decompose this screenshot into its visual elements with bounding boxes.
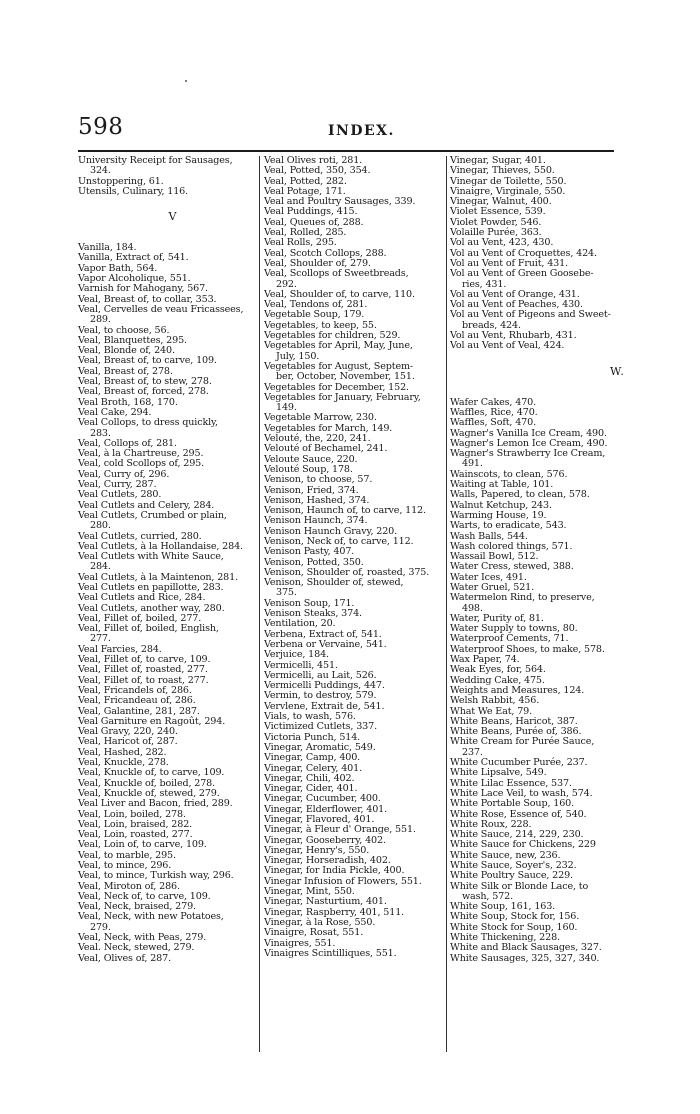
index-entry [450, 449, 622, 470]
entry-line: Violet Powder, 546. [450, 216, 542, 228]
entry-line: Vinegar, Nasturtium, 401. [264, 896, 387, 908]
entry-line: Veal, to choose, 56. [78, 324, 170, 336]
section-letter: W. [610, 364, 625, 378]
entry-line: University Receipt for Sausages, [78, 155, 233, 166]
entry-line: Verbena, Extract of, 541. [264, 628, 382, 640]
index-entry [450, 593, 622, 614]
entry-line: Veal Cutlets, curried, 280. [78, 530, 202, 542]
entry-line: Veal Cutlets, 280. [78, 489, 162, 501]
entry-line: Wafer Cakes, 470. [450, 396, 536, 408]
entry-line: Veal, Neck, with Peas, 279. [78, 932, 207, 944]
entry-line: Vegetables for January, February, [264, 391, 421, 403]
entry-line: Veal, Neck, with new Potatoes, [78, 911, 224, 923]
entry-line: Wash Balls, 544. [450, 530, 528, 542]
entry-line: Vinegar Infusion of Flowers, 551. [264, 875, 422, 887]
index-entry [78, 418, 254, 439]
entry-line: Wedding Cake, 475. [450, 674, 545, 686]
entry-line: Venison, Hashed, 374. [264, 494, 370, 506]
index-entry [78, 305, 254, 326]
entry-line: Venison Soup, 171. [264, 597, 355, 609]
entry-line: Veal, Loin, boiled, 278. [78, 808, 186, 820]
entry-line: Veal Farcies, 284. [78, 643, 162, 655]
entry-line: Waffles, Soft, 470. [450, 417, 536, 429]
entry-line: Veal, Scollops of Sweetbreads, [264, 268, 409, 280]
entry-line: Utensils, Culinary, 116. [78, 185, 189, 197]
entry-line: Vegetables for April, May, June, [264, 340, 413, 352]
entry-line: White Portable Soup, 160. [450, 798, 575, 810]
entry-continuation: 289. [90, 314, 111, 326]
entry-line: White Sauce, 214, 229, 230. [450, 829, 584, 841]
entry-line: Veal. Neck, stewed, 279. [78, 942, 195, 954]
entry-line: Veal Olives roti, 281. [264, 155, 363, 166]
entry-line: Veal, à la Chartreuse, 295. [78, 448, 204, 460]
entry-line: Vinegar, Camp, 400. [264, 752, 361, 764]
entry-line: Vegetable Marrow, 230. [264, 412, 377, 424]
entry-continuation: 375. [276, 587, 297, 599]
entry-line: Veal Cake, 294. [78, 406, 152, 418]
entry-line: Wassail Bowl, 512. [450, 551, 539, 563]
entry-line: Veal, Neck, braised, 279. [78, 901, 196, 913]
entry-line: Veal, Curry of, 296. [78, 468, 170, 480]
entry-line: Venison, to choose, 57. [264, 474, 373, 486]
entry-line: Venison, Fried, 374. [264, 484, 359, 496]
entry-line: Walls, Papered, to clean, 578. [450, 489, 590, 501]
entry-line: Veal, Haricot of, 287. [78, 736, 178, 748]
index-column-2 [264, 156, 442, 959]
index-entry [264, 269, 442, 290]
entry-continuation: 277. [90, 633, 111, 645]
entry-line: Vinegar, Horseradish, 402. [264, 855, 391, 867]
index-entry [78, 156, 254, 177]
entry-line: White Beans, Haricot, 387. [450, 715, 578, 727]
entry-line: Vinegar, Walnut, 400. [450, 196, 552, 208]
entry-line: Vinegar, Chili, 402. [264, 772, 355, 784]
entry-line: Water Supply to towns, 80. [450, 623, 578, 635]
entry-continuation: ries, 431. [462, 278, 507, 290]
entry-line: Verbena or Vervaine, 541. [264, 638, 387, 650]
entry-line: Vinegar, Sugar, 401. [450, 155, 546, 166]
entry-line: Varnish for Mahogany, 567. [78, 283, 208, 295]
entry-line: Veal Cutlets, à la Hollandaise, 284. [78, 540, 243, 552]
entry-line: White Soup, Stock for, 156. [450, 911, 580, 923]
entry-line: What We Eat, 79. [450, 705, 533, 717]
entry-line: Venison, Neck of, to carve, 112. [264, 535, 414, 547]
entry-continuation: 284. [90, 561, 111, 573]
entry-line: Veal, Fillet of, boiled, English, [78, 623, 219, 635]
entry-line: Water Ices, 491. [450, 571, 527, 583]
entry-line: Venison, Potted, 350. [264, 556, 364, 568]
entry-line: Vegetables for August, Septem- [264, 360, 414, 372]
entry-line: Veal, Loin, braised, 282. [78, 818, 193, 830]
entry-line: Vinegar, Mint, 550. [264, 886, 355, 898]
entry-line: Wash colored things, 571. [450, 540, 573, 552]
page-number: 598 [78, 114, 124, 140]
entry-line: Venison Haunch, 374. [264, 515, 368, 527]
index-entry [78, 187, 254, 197]
entry-continuation: breads, 424. [462, 319, 521, 331]
entry-line: White Sauce, new, 236. [450, 849, 561, 861]
entry-line: Veal Rolls, 295. [264, 237, 337, 249]
entry-line: Wagner's Vanilla Ice Cream, 490. [450, 427, 607, 439]
entry-continuation: 149. [276, 402, 297, 414]
entry-line: Vanilla, 184. [78, 242, 137, 254]
entry-line: Veal, to mince, Turkish way, 296. [78, 870, 234, 882]
entry-line: Veal, Galantine, 281, 287. [78, 705, 200, 717]
entry-line: White Roux, 228. [450, 818, 532, 830]
entry-line: Veal, Breast of, to stew, 278. [78, 376, 212, 388]
entry-line: Veal, Knuckle of, stewed, 279. [78, 787, 220, 799]
entry-line: Veal, Queues of, 288. [264, 216, 364, 228]
entry-line: Vinaigres, 551. [264, 937, 336, 949]
entry-line: Veal, Shoulder of, 279. [264, 257, 371, 269]
header-rule [78, 150, 614, 152]
index-entry [78, 954, 254, 964]
entry-line: Vinegar, Gooseberry, 402. [264, 834, 386, 846]
entry-line: Vol au Vent of Pigeons and Sweet- [450, 309, 611, 321]
entry-line: White and Black Sausages, 327. [450, 942, 602, 954]
entry-line: Veal Gravy, 220, 240. [78, 726, 178, 738]
entry-line: Veal, Knuckle of, boiled, 278. [78, 777, 216, 789]
entry-line: Vinaigre, Rosat, 551. [264, 927, 364, 939]
entry-line: Welsh Rabbit, 456. [450, 695, 540, 707]
entry-line: Veal, Breast of, forced, 278. [78, 386, 209, 398]
entry-line: White Sauce, Soyer's, 232. [450, 860, 577, 871]
entry-continuation: 237. [462, 746, 483, 758]
entry-continuation: 324. [90, 165, 111, 177]
entry-line: Vinegar, Cider, 401. [264, 783, 358, 795]
index-entry [78, 624, 254, 645]
index-entry [450, 882, 622, 903]
entry-line: Vermicelli, 451. [264, 659, 338, 671]
entry-line: Veal, Miroton of, 286. [78, 880, 180, 892]
entry-line: Veal Cutlets with White Sauce, [78, 551, 224, 563]
entry-line: White Beans, Purée of, 386. [450, 726, 582, 738]
ink-speck [185, 80, 187, 82]
entry-line: Veal, cold Scollops of, 295. [78, 458, 205, 470]
entry-line: Veal, Fricandeau of, 286. [78, 695, 196, 707]
entry-line: Veal Potage, 171. [264, 185, 346, 197]
entry-line: Watermelon Rind, to preserve, [450, 592, 595, 604]
entry-continuation: 283. [90, 427, 111, 439]
entry-continuation: 280. [90, 520, 111, 532]
entry-line: Vinegar, Celery, 401. [264, 762, 362, 774]
entry-line: Vol au Vent of Veal, 424. [450, 340, 565, 352]
entry-line: Vermicelli, au Lait, 526. [264, 669, 377, 681]
entry-line: Veal, Rolled, 285. [264, 227, 347, 239]
entry-line: Veal, Fillet of, roasted, 277. [78, 664, 208, 676]
entry-continuation: wash, 572. [462, 890, 513, 902]
entry-line: Verjuice, 184. [264, 649, 329, 661]
entry-line: Volaille Purée, 363. [450, 227, 542, 239]
running-head: INDEX. [328, 123, 395, 139]
entry-line: Victoria Punch, 514. [264, 731, 361, 743]
entry-line: Venison Pasty, 407. [264, 546, 355, 558]
entry-line: Unstoppering, 61. [78, 175, 164, 187]
entry-line: Vermin, to destroy, 579. [264, 690, 377, 702]
column-divider-2 [446, 156, 447, 1052]
entry-line: Vegetables for December, 152. [264, 381, 409, 393]
entry-line: Walnut Ketchup, 243. [450, 499, 552, 511]
entry-line: Vapor Bath, 564. [78, 262, 158, 274]
entry-line: Veal Cutlets, à la Maintenon, 281. [78, 571, 238, 583]
index-entry [78, 511, 254, 532]
entry-line: White Lilac Essence, 537. [450, 777, 572, 789]
entry-line: Vegetable Soup, 179. [264, 309, 365, 321]
entry-line: White Sausages, 325, 327, 340. [450, 952, 600, 964]
entry-continuation: 498. [462, 602, 483, 614]
entry-line: Veal, Loin, roasted, 277. [78, 829, 193, 841]
entry-line: Vinegar, Flavored, 401. [264, 814, 375, 825]
entry-line: Vol au Vent of Croquettes, 424. [450, 247, 597, 259]
entry-line: Vinegar, Elderflower, 401. [264, 803, 388, 815]
entry-line: Vinegar, Raspberry, 401, 511. [264, 906, 405, 918]
entry-line: Venison, Shoulder of, stewed, [264, 577, 404, 589]
entry-line: Vinegar, Cucumber, 400. [264, 793, 381, 805]
entry-line: Wagner's Strawberry Ice Cream, [450, 448, 606, 460]
entry-line: White Poultry Sauce, 229. [450, 870, 573, 882]
entry-line: Warts, to eradicate, 543. [450, 520, 567, 532]
entry-line: Waffles, Rice, 470. [450, 406, 538, 418]
index-entry [450, 341, 622, 351]
entry-line: Vinegar, à Fleur d' Orange, 551. [264, 824, 416, 836]
column-divider-1 [259, 156, 260, 1052]
entry-continuation: ber, October, November, 151. [276, 371, 415, 383]
entry-line: Vervlene, Extrait de, 541. [264, 700, 385, 712]
entry-line: Vinegar, à la Rose, 550. [264, 916, 376, 928]
entry-line: White Cream for Purée Sauce, [450, 736, 595, 748]
entry-line: Veal, Cervelles de veau Fricassees, [78, 303, 244, 315]
entry-line: Weights and Measures, 124. [450, 684, 585, 696]
entry-line: Vinegar, Thieves, 550. [450, 165, 555, 177]
index-entry [264, 341, 442, 362]
entry-line: Wagner's Lemon Ice Cream, 490. [450, 437, 608, 449]
entry-line: Vegetables for March, 149. [264, 422, 393, 434]
entry-line: Veal Cutlets and Celery, 284. [78, 499, 215, 511]
entry-line: Veal, Fricandels of, 286. [78, 684, 192, 696]
index-entry [78, 552, 254, 573]
entry-line: Vinegar, Henry's, 550. [264, 844, 370, 856]
entry-line: Vinegar, for India Pickle, 400. [264, 865, 405, 877]
entry-line: Veal Broth, 168, 170. [78, 396, 178, 408]
index-entry [450, 269, 622, 290]
index-entry [264, 949, 442, 959]
entry-line: Veal Cutlets and Rice, 284. [78, 592, 206, 604]
index-entry [78, 912, 254, 933]
entry-line: Vol au Vent of Fruit, 431. [450, 257, 568, 269]
entry-continuation: July, 150. [276, 350, 320, 362]
entry-line: Veal, Hashed, 282. [78, 746, 167, 758]
entry-line: Water Gruel, 521. [450, 581, 534, 593]
index-entry [450, 954, 622, 964]
entry-line: Vinaigres Scintilliques, 551. [264, 947, 397, 959]
entry-line: Venison Haunch Gravy, 220. [264, 525, 398, 537]
entry-line: Waterproof Cements, 71. [450, 633, 569, 645]
entry-line: Warming House, 19. [450, 509, 547, 521]
entry-line: Veal, Breast of, to collar, 353. [78, 293, 217, 305]
entry-line: Veloute Sauce, 220. [264, 453, 358, 465]
entry-line: Veal, Neck of, to carve, 109. [78, 890, 211, 902]
entry-line: Veal, Loin of, to carve, 109. [78, 839, 207, 851]
entry-line: White Thickening, 228. [450, 932, 560, 944]
entry-line: Veal, Breast of, 278. [78, 365, 173, 377]
entry-line: Venison Steaks, 374. [264, 608, 362, 620]
entry-line: Vapor Alcoholique, 551. [78, 273, 191, 285]
index-entry [450, 737, 622, 758]
entry-line: Veal, Breast of, to carve, 109. [78, 355, 217, 367]
entry-line: Vegetables for children, 529. [264, 330, 401, 342]
entry-line: Veal and Poultry Sausages, 339. [264, 196, 416, 208]
entry-line: Veal, Knuckle of, to carve, 109. [78, 767, 225, 779]
section-letter: V [168, 210, 178, 224]
entry-line: White Lace Veil, to wash, 574. [450, 787, 593, 799]
entry-line: Waiting at Table, 101. [450, 479, 554, 491]
entry-line: Veal, to marble, 295. [78, 849, 176, 861]
entry-line: Violet Essence, 539. [450, 206, 546, 218]
entry-line: Veal Puddings, 415. [264, 206, 358, 218]
entry-line: Veal, Potted, 350, 354. [264, 165, 371, 177]
entry-line: White Cucumber Purée, 237. [450, 757, 588, 769]
entry-line: Vol au Vent, 423, 430. [450, 237, 554, 249]
entry-line: Veal Collops, to dress quickly, [78, 417, 218, 429]
entry-line: Vegetables, to keep, 55. [264, 319, 377, 331]
entry-line: Vials, to wash, 576. [264, 711, 356, 723]
entry-continuation: 292. [276, 278, 297, 290]
entry-line: Veal, Blonde of, 240. [78, 345, 175, 357]
entry-line: Veal, Olives of, 287. [78, 952, 171, 964]
entry-line: Wax Paper, 74. [450, 654, 520, 666]
entry-line: Veal, Collops of, 281. [78, 437, 177, 449]
entry-line: Veal, Potted, 282. [264, 175, 347, 187]
entry-line: Vol au Vent of Peaches, 430. [450, 299, 583, 311]
entry-line: Veal, to mince, 296. [78, 860, 172, 871]
entry-line: Veal Garniture en Ragoût, 294. [78, 715, 226, 727]
entry-line: Vinegar, Aromatic, 549. [264, 741, 376, 753]
entry-line: Velouté Soup, 178. [264, 463, 353, 475]
entry-line: White Lipsalve, 549. [450, 767, 547, 779]
index-entry [264, 578, 442, 599]
entry-line: Vermicelli Puddings, 447. [264, 680, 385, 692]
entry-line: Veal, Curry, 287. [78, 479, 157, 491]
entry-line: Veal, Fillet of, to roast, 277. [78, 674, 209, 686]
entry-line: Waterproof Shoes, to make, 578. [450, 643, 605, 655]
entry-line: Velouté of Bechamel, 241. [264, 443, 388, 455]
index-entry [264, 393, 442, 414]
entry-line: White Stock for Soup, 160. [450, 921, 578, 933]
entry-line: Veal, Tendons of, 281. [264, 299, 368, 311]
entry-line: White Sauce for Chickens, 229 [450, 839, 596, 851]
entry-line: Weak Eyes, for, 564. [450, 664, 546, 676]
entry-line: Veal, Shoulder of, to carve, 110. [264, 288, 415, 300]
entry-line: Veal, Knuckle, 278. [78, 757, 169, 769]
entry-line: Ventilation, 20. [264, 618, 336, 630]
entry-line: White Silk or Blonde Lace, to [450, 880, 589, 892]
entry-line: Venison, Haunch of, to carve, 112. [264, 505, 426, 517]
entry-line: Veal, Fillet of, to carve, 109. [78, 654, 211, 666]
entry-line: Velouté, the, 220, 241. [264, 433, 371, 445]
index-column-3 [450, 155, 625, 964]
index-entry [450, 310, 622, 331]
entry-line: Water Cress, stewed, 388. [450, 561, 574, 573]
entry-line: Veal Cutlets, Crumbed or plain, [78, 509, 227, 521]
entry-continuation: 491. [462, 458, 483, 470]
entry-line: Veal Cutlets, another way, 280. [78, 602, 225, 614]
entry-line: Vol au Vent of Green Goosebe- [450, 268, 594, 280]
index-column-1 [78, 156, 254, 964]
entry-line: Veal, Fillet of, boiled, 277. [78, 612, 202, 624]
entry-line: Victimized Cutlets, 337. [264, 721, 377, 733]
entry-line: Venison, Shoulder of, roasted, 375. [264, 566, 430, 578]
entry-line: Veal, Blanquettes, 295. [78, 334, 187, 346]
entry-line: White Rose, Essence of, 540. [450, 808, 587, 820]
entry-line: Wainscots, to clean, 576. [450, 468, 568, 480]
entry-line: Vol au Vent, Rhubarb, 431. [450, 330, 577, 342]
entry-line: Water, Purity of, 81. [450, 612, 544, 624]
entry-line: Vinegar de Toilette, 550. [450, 175, 567, 187]
entry-line: Veal Liver and Bacon, fried, 289. [78, 798, 233, 810]
entry-line: Vinaigre, Virginale, 550. [450, 185, 566, 197]
entry-continuation: 279. [90, 921, 111, 933]
entry-line: Veal, Scotch Collops, 288. [264, 247, 387, 259]
entry-line: Vol au Vent of Orange, 431. [450, 288, 580, 300]
entry-line: Veal Cutlets en papillotte, 283. [78, 581, 224, 593]
entry-line: Vanilla, Extract of, 541. [78, 252, 189, 264]
index-entry [264, 362, 442, 383]
entry-line: White Soup, 161, 163. [450, 901, 556, 913]
